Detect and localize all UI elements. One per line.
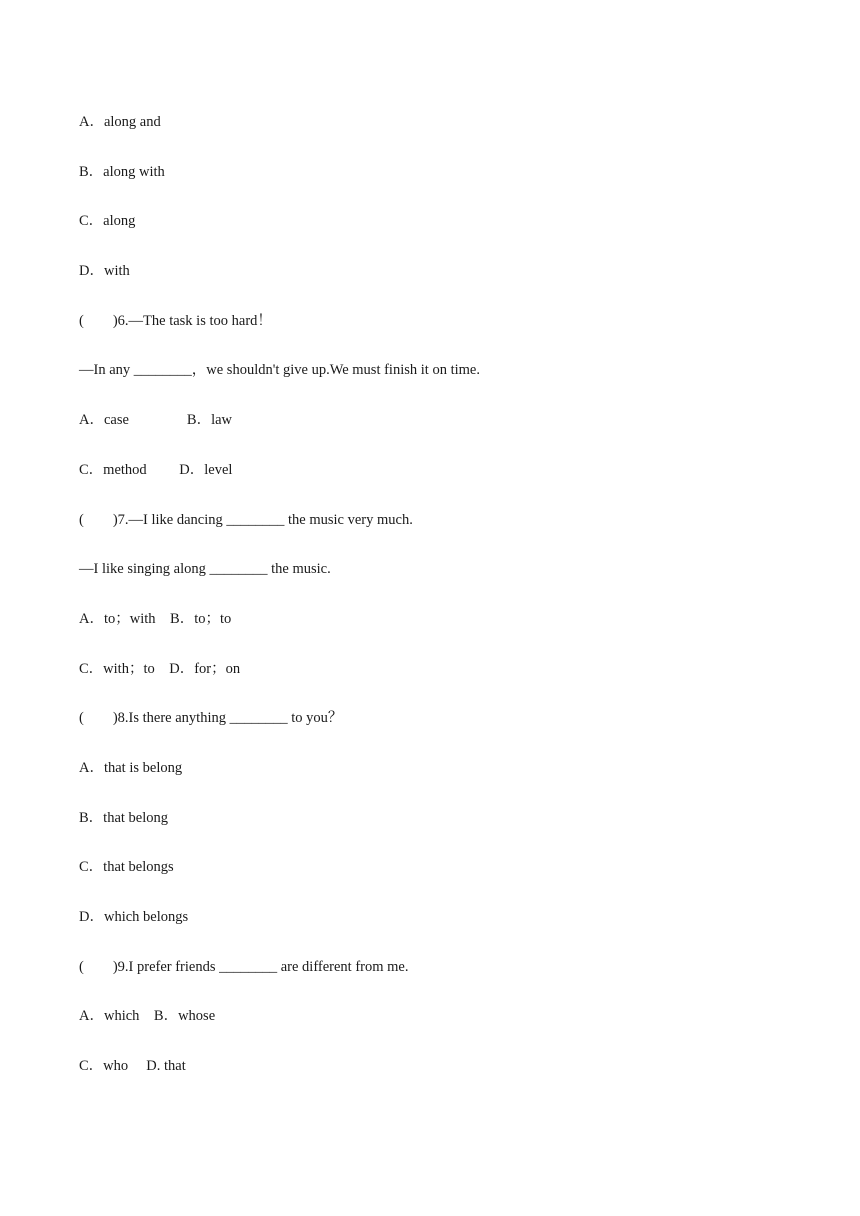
- option-8b: B．that belong: [79, 809, 169, 826]
- option-5a: A．along and: [79, 114, 161, 130]
- exercise-text: [79, 112, 799, 1106]
- question-7-response: —I like singing along ________ the music.: [79, 561, 331, 578]
- option-8d: D．which belongs: [79, 909, 189, 925]
- question-6: ( )6.—The task is too hard！: [79, 312, 272, 329]
- options-7-cd: C．with；to D．for；on: [79, 660, 241, 677]
- options-6-ab: A．case B．law: [79, 412, 233, 429]
- option-5b: B．along with: [79, 163, 165, 180]
- option-5d: D．with: [79, 263, 130, 280]
- option-8c: C．that belongs: [79, 859, 174, 876]
- options-9-cd: C．who D. that: [79, 1058, 186, 1075]
- question-7: ( )7.—I like dancing ________ the music very much.: [79, 511, 413, 528]
- question-9: ( )9.I prefer friends ________ are different from me.: [79, 958, 409, 975]
- options-7-ab: A．to；with B．to；to: [79, 610, 232, 627]
- option-8a: A．that is belong: [79, 759, 183, 776]
- options-9-ab: A．which B．whose: [79, 1008, 216, 1025]
- question-6-response: —In any ________，we shouldn't give up.We must finish it on time.: [79, 362, 480, 379]
- option-5c: C．along: [79, 213, 136, 230]
- options-6-cd: C．method D．level: [79, 461, 233, 478]
- question-8: ( )8.Is there anything ________ to you？: [79, 710, 343, 727]
